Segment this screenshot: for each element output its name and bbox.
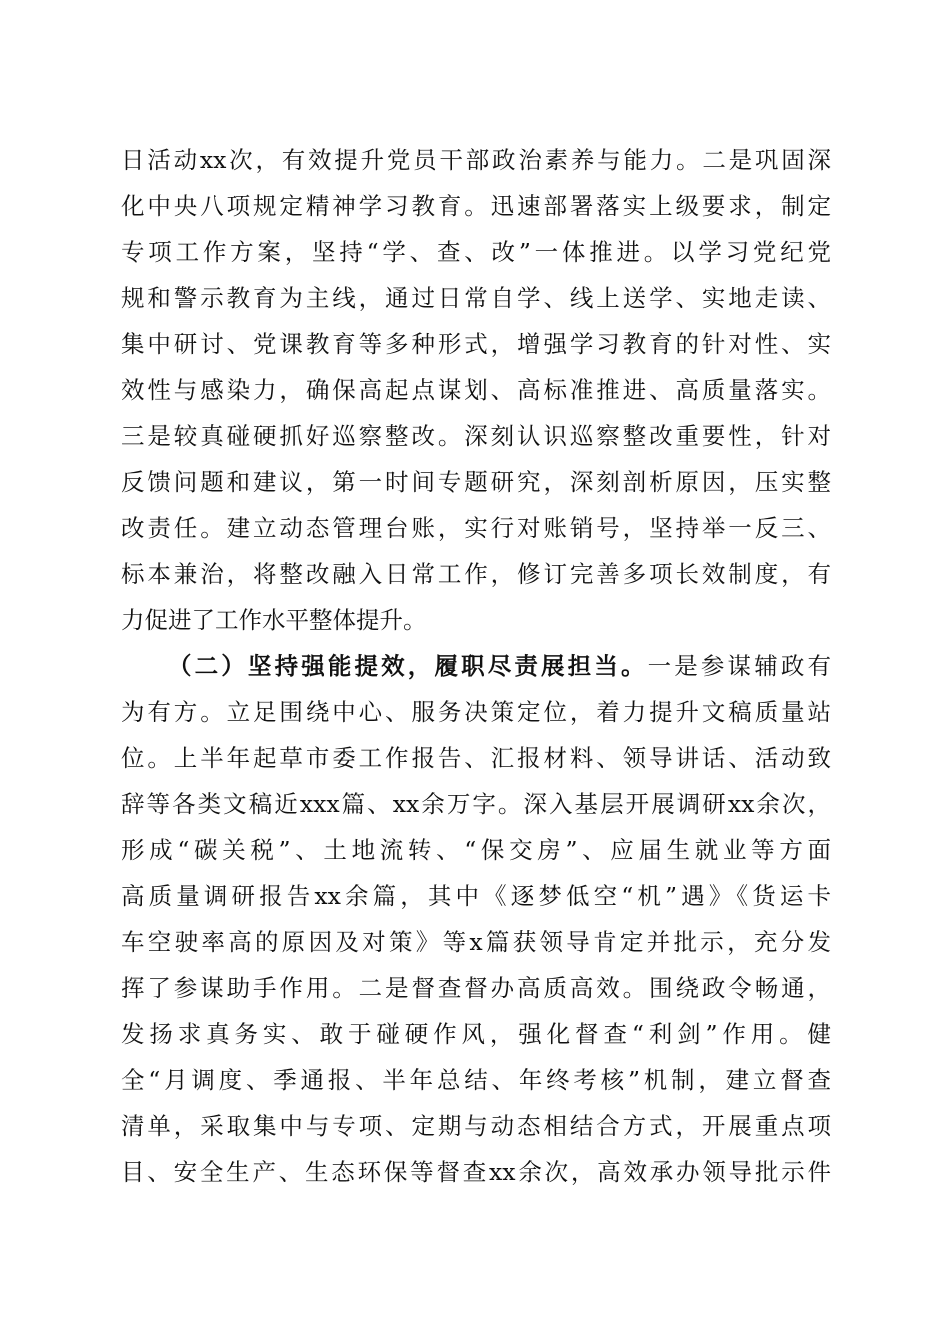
- paragraph-line: 改责任。建立动态管理台账，实行对账销号，坚持举一反三、: [121, 514, 831, 542]
- paragraph-line: 专项工作方案，坚持“学、查、改”一体推进。以学习党纪党: [121, 238, 831, 266]
- paragraph-line: 为有方。立足围绕中心、服务决策定位，着力提升文稿质量站: [121, 698, 831, 726]
- paragraph-line: 力促进了工作水平整体提升。: [121, 606, 427, 634]
- paragraph-line: 效性与感染力，确保高起点谋划、高标准推进、高质量落实。: [121, 376, 831, 404]
- paragraph-line: 化中央八项规定精神学习教育。迅速部署落实上级要求，制定: [121, 192, 831, 220]
- paragraph-line: 发扬求真务实、敢于碰硬作风，强化督查“利剑”作用。健: [121, 1020, 831, 1048]
- paragraph-line: 高质量调研报告xx余篇，其中《逐梦低空“机”遇》《货运卡: [121, 882, 831, 910]
- section-heading-tail: 一是参谋辅政有: [647, 652, 831, 680]
- paragraph-line: 形成“碳关税”、土地流转、“保交房”、应届生就业等方面: [121, 836, 831, 864]
- paragraph-line: 挥了参谋助手作用。二是督查督办高质高效。围绕政令畅通，: [121, 974, 831, 1002]
- paragraph-line: 集中研讨、党课教育等多种形式，增强学习教育的针对性、实: [121, 330, 831, 358]
- paragraph-line: 规和警示教育为主线，通过日常自学、线上送学、实地走读、: [121, 284, 831, 312]
- paragraph-line: 位。上半年起草市委工作报告、汇报材料、领导讲话、活动致: [121, 744, 831, 772]
- paragraph-line: 清单，采取集中与专项、定期与动态相结合方式，开展重点项: [121, 1112, 831, 1140]
- paragraph-line: 车空驶率高的原因及对策》等x篇获领导肯定并批示，充分发: [121, 928, 831, 956]
- paragraph-line: 全“月调度、季通报、半年总结、年终考核”机制，建立督查: [121, 1066, 831, 1094]
- paragraph-line: 日活动xx次，有效提升党员干部政治素养与能力。二是巩固深: [121, 146, 831, 174]
- paragraph-line: 目、安全生产、生态环保等督查xx余次，高效承办领导批示件: [121, 1158, 831, 1186]
- section-heading-line: [168, 646, 831, 686]
- paragraph-line: 标本兼治，将整改融入日常工作，修订完善多项长效制度，有: [121, 560, 831, 588]
- paragraph-line: 反馈问题和建议，第一时间专题研究，深刻剖析原因，压实整: [121, 468, 831, 496]
- paragraph-line: 三是较真碰硬抓好巡察整改。深刻认识巡察整改重要性，针对: [121, 422, 831, 450]
- paragraph-line: 辞等各类文稿近xxx篇、xx余万字。深入基层开展调研xx余次，: [121, 790, 831, 818]
- section-heading: （二）坚持强能提效，履职尽责展担当。: [168, 652, 648, 680]
